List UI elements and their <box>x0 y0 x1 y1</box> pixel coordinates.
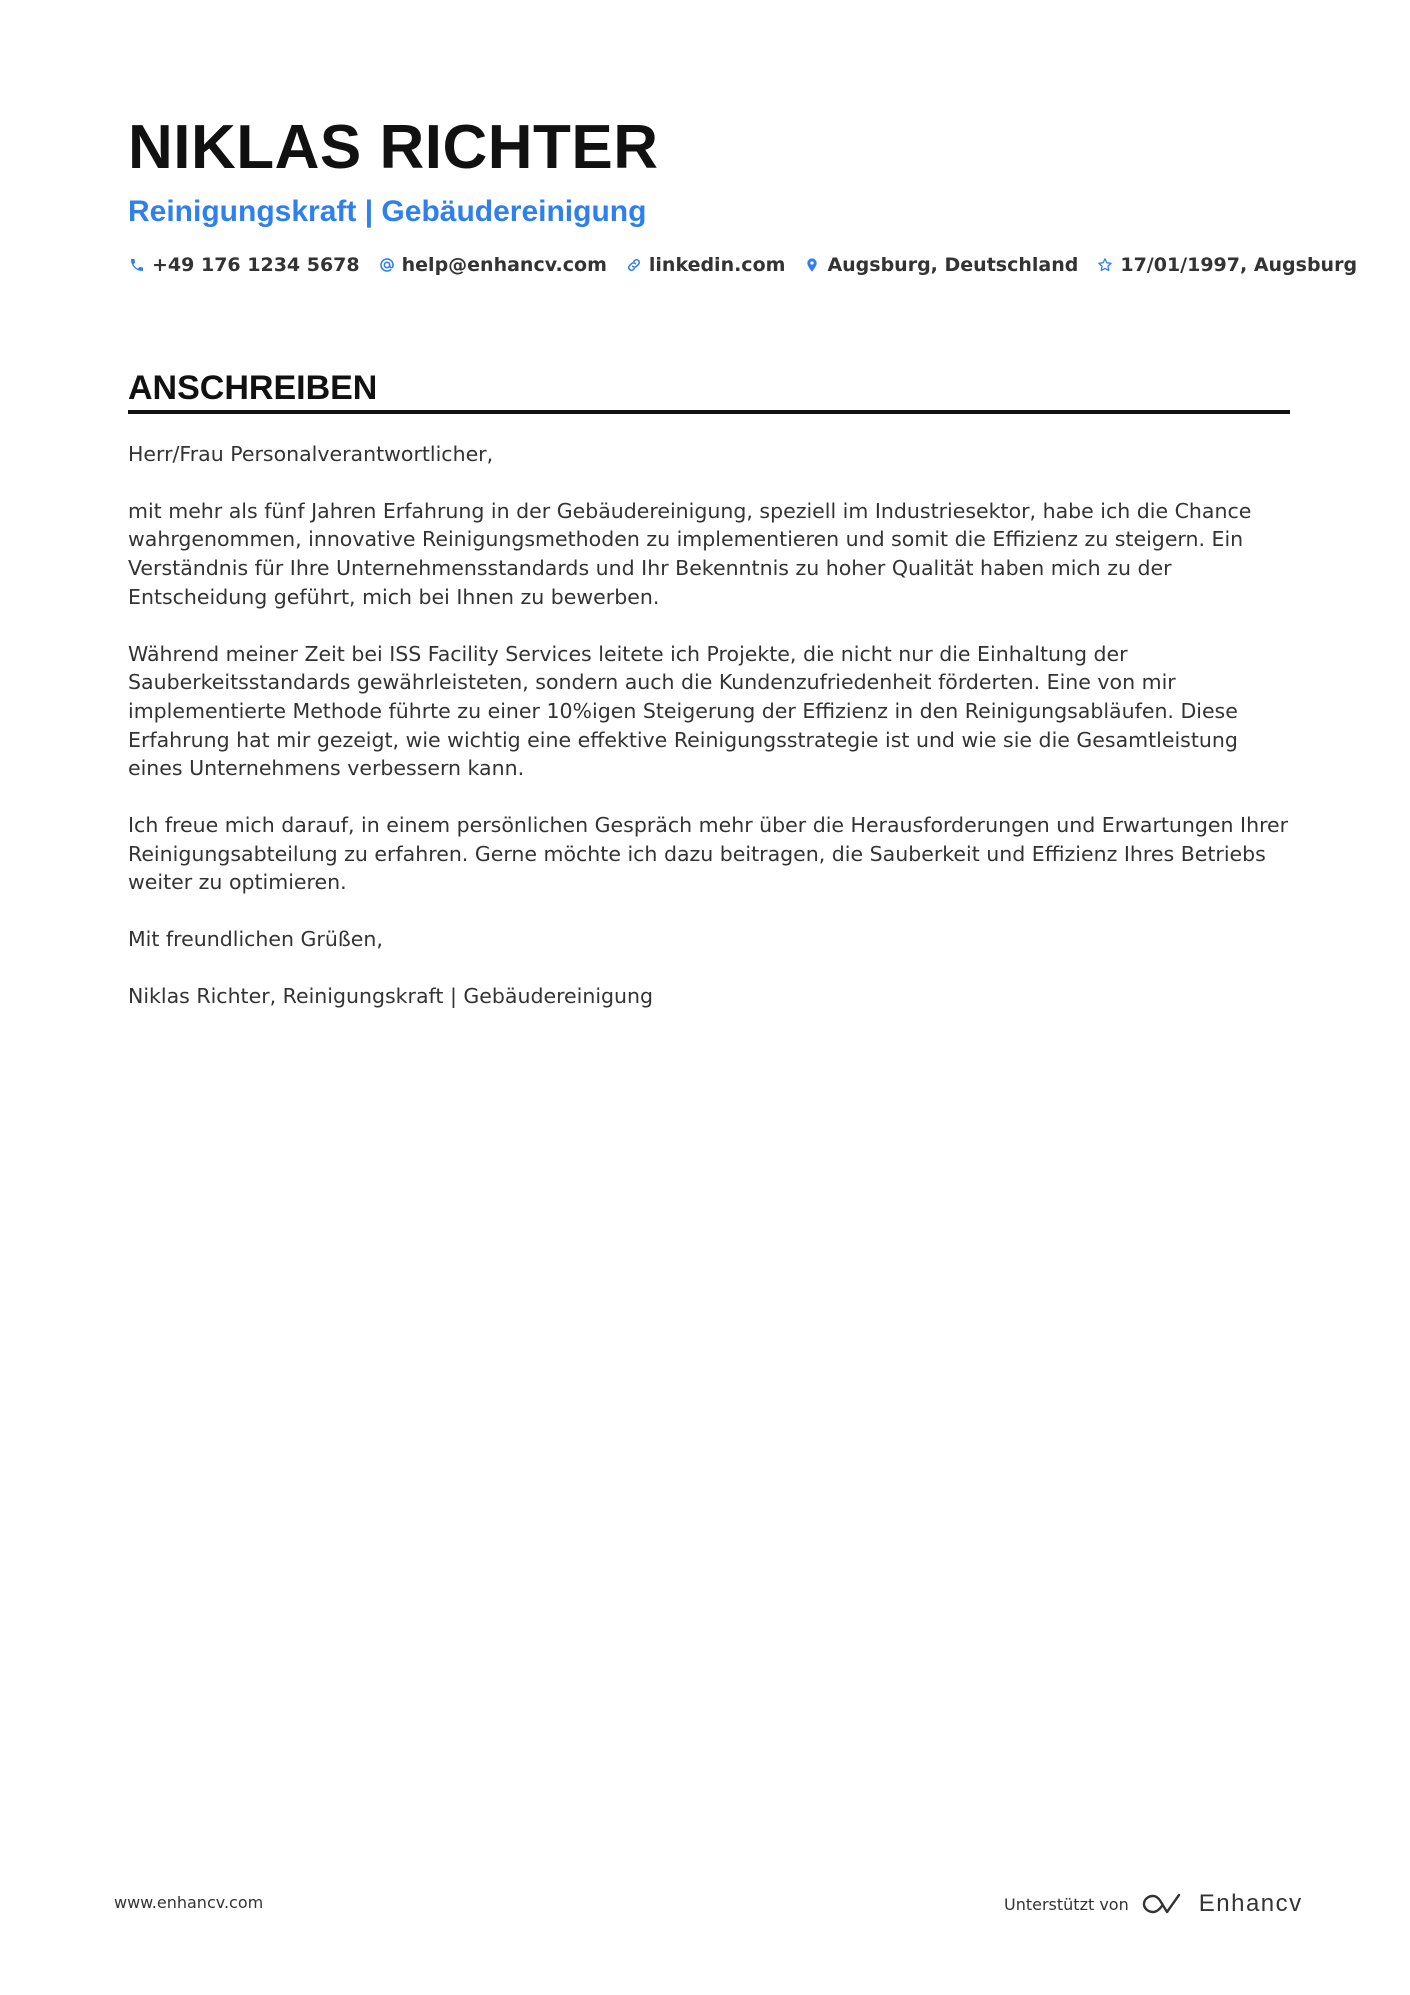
letter-paragraph: Während meiner Zeit bei ISS Facility Services leitete ich Projekte, die nicht nur die Einhaltung der Sauberkeitsstandards gewährleisteten, sondern auch die Kundenzufriedenheit förderten. Eine von mir implementierte Methode führte zu einer 10%igen Steigerung der Effizienz in den Reinigungsabläufen. Diese Erfahrung hat mir gezeigt, wie wichtig eine effektive Reinigungsstrategie ist und wie sie die Gesamtleistung eines Unternehmens verbessern kann. <box>128 641 1238 781</box>
letter-salutation: Herr/Frau Personalverantwortlicher, <box>128 442 494 466</box>
contact-location <box>803 254 1078 276</box>
phone-icon <box>128 256 146 274</box>
letter-body <box>128 440 1290 1039</box>
contact-phone <box>128 254 360 276</box>
section-title: ANSCHREIBEN <box>128 369 378 407</box>
letter-paragraph: Ich freue mich darauf, in einem persönlichen Gespräch mehr über die Herausforderungen und Erwartungen Ihrer Reinigungsabteilung zu erfahren. Gerne möchte ich dazu beitragen, die Sauberkeit und Effizienz Ihres Betriebs weiter zu optimieren. <box>128 813 1289 895</box>
location-pin-icon <box>803 256 821 274</box>
star-icon <box>1096 256 1114 274</box>
contact-birth-text: 17/01/1997, Augsburg <box>1120 254 1358 276</box>
powered-by-label: Unterstützt von <box>1004 1894 1129 1914</box>
contact-birth <box>1096 254 1357 276</box>
applicant-name: NIKLAS RICHTER <box>128 113 659 182</box>
contact-email-text[interactable]: help@enhancv.com <box>401 254 607 276</box>
enhancv-logo-icon <box>1141 1891 1187 1917</box>
contact-phone-text: +49 176 1234 5678 <box>152 254 360 276</box>
enhancv-wordmark: Enhancv <box>1198 1890 1303 1917</box>
footer-website[interactable]: www.enhancv.com <box>114 1893 264 1912</box>
contact-email[interactable] <box>378 254 607 276</box>
contact-linkedin[interactable] <box>625 254 786 276</box>
applicant-job-title: Reinigungskraft | Gebäudereinigung <box>128 195 647 228</box>
contact-location-text: Augsburg, Deutschland <box>827 254 1079 276</box>
link-icon <box>625 256 643 274</box>
letter-paragraph: mit mehr als fünf Jahren Erfahrung in der Gebäudereinigung, speziell im Industriesektor, habe ich die Chance wahrgenommen, innovative Reinigungsmethoden zu implementieren und somit die Effizienz zu steigern. Ein Verständnis für Ihre Unternehmensstandards und Ihr Bekenntnis zu hoher Qualität haben mich zu der Entscheidung geführt, mich bei Ihnen zu bewerben. <box>128 498 1252 609</box>
contact-bar <box>128 254 1357 276</box>
letter-closing: Mit freundlichen Grüßen, <box>128 927 383 952</box>
at-icon <box>378 256 396 274</box>
letter-signature: Niklas Richter, Reinigungskraft | Gebäudereinigung <box>128 983 654 1008</box>
contact-linkedin-text[interactable]: linkedin.com <box>648 254 786 276</box>
footer-branding <box>1004 1890 1303 1918</box>
section-divider <box>128 410 1290 414</box>
